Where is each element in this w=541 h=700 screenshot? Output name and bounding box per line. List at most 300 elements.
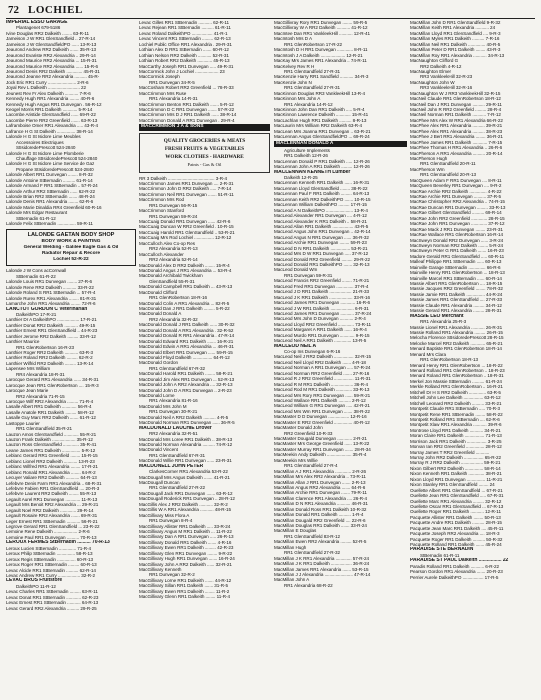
listing-entry: Leroux Lucien StBernadin .............. 71-R-4	[6, 545, 92, 551]
listing-entry: Lauzon Frank Dalkeith ................... 35-R-12	[6, 437, 93, 442]
listing-entry: RR1 Dunvegan 34-R-5	[149, 79, 195, 85]
listing-entry: MacCormick John J Lochiel ................... 23	[139, 68, 225, 74]
listing-entry: MacLeod Neil A RR1 Dalkeith .............. 13-R-5	[274, 338, 367, 344]
listing-entry: Legrove Gerard RR1 GlenSandfield ... 23-R-22	[6, 524, 100, 529]
listing-entry: MacCrimmon James RR1 Dunvegan .... 2-R-31	[139, 180, 234, 186]
listing-entry: Levac Gilles RR1 StBernadin ........... 62-R-11	[139, 20, 229, 25]
listing-entry: Pacquette Jean Marc RR1 Dalkeith .... 45-R-11	[410, 525, 504, 531]
listing-entry: MacMillan Donald RR1 Dalkeith .......... 1-R-4	[274, 512, 364, 518]
listing-entry: MacCuaig Duncan W RR2 Greenfield . 10-R-15	[139, 224, 234, 230]
listing-entry: Lecuyer Valiare RR2 Dalkeith ........... 64-R-13	[6, 475, 97, 481]
listing-entry: MacDonald Vincent	[139, 447, 178, 453]
listing-entry: MacLennan Angus GlenSandfieldPO ... 69-R-24	[274, 134, 370, 140]
listing-entry: Leroux Roger RR1 StBernadin ......... 60-R-13	[6, 562, 97, 568]
listing-entry: MacCrimmon Mrs Rod	[139, 197, 185, 203]
listing-entry: Laframboise Omer RR1 Alexandria ..... 43-R-4	[6, 123, 99, 129]
ad-line: WORK CLOTHES - HARDWARE	[165, 153, 244, 160]
listing-entry: Legault Aurel RR1 Dunvegan ............ 11-R-13	[6, 496, 98, 502]
listing-entry: Lothian Nelson RR2 Dalkeith ........... 52-R-31	[139, 52, 229, 58]
listing-entry: Lanthier Roger RR2 Dalkeith ........... 63-R-3	[6, 350, 94, 355]
listing-entry: MacLeod Alexander K RR1 Dalkeith .. 58-R-21	[274, 218, 367, 224]
listing-entry: MacGillis W A RR1 Alexandria ........... 48-R-15	[139, 507, 232, 513]
listing-entry: MacLeod Angus N RR1 Dunvegan ...... 36-R-32	[274, 234, 369, 240]
column-2	[139, 20, 270, 696]
listing-entry: Ouellette Jean RR1 GlenSandfield ..... 67-R-31	[410, 493, 504, 499]
listing-entry: MacCarthy Joseph RR1 Dunvegan ..... 49-R-31	[139, 63, 234, 69]
listing-entry: Pacquette Andre RR1 Dalkeith .......... 28-R-15	[410, 520, 502, 526]
listing-entry: Mainville Marcel RR1 StBernadin ...... 60-R-14	[410, 275, 502, 281]
listing-entry: MASSIE LEO Merchant	[410, 313, 464, 319]
listing-entry: MacMillan Myles RR1 Dalkeith .......... 7-R-16	[410, 36, 500, 42]
listing-entry: MacDonald John D A RR1 Dunvegan .. 2-R-23	[139, 387, 232, 393]
listing-entry: Ivine Douglas RR2 Dalkeith ........ 63-R-11	[6, 30, 90, 36]
listing-entry: Leane James RR1 Dalkeith ............... 5-R-12	[6, 447, 96, 453]
listing-entry: Chauffage StIsidoredePrescott 524-2840	[16, 155, 98, 161]
listing-entry: MacCuaig Donald RR1 Dunvegan ...... 42-R-6	[139, 219, 231, 225]
listing-entry: Larocque Jean Marie	[6, 388, 49, 394]
listing-entry: MacDonald Mrs John M	[139, 403, 187, 409]
maccrimmon-sons-banner: MACCRIMMON J A & SONS	[139, 124, 270, 130]
listing-entry: Leblanc Wilfred RR1 Alexandria ........ 17-R-21	[6, 464, 98, 470]
listing-entry: MacMillan D N RR1 Alexandria ........... 46-R-31	[274, 501, 368, 507]
listing-entry: Massie Claude RR1 Alexandria ......... 34-R-12	[410, 302, 502, 308]
listing-entry: MacDougall Jack RR1 Dunvegan ....... 63-R-12	[139, 490, 233, 496]
listing-entry: MacLeod R J RR2 Greenfield ................ 11-R-31	[274, 376, 371, 382]
listing-entry: RR1 Dunvegan 56-R-15	[149, 202, 198, 208]
listing-entry: Agriculture Implements	[284, 147, 330, 153]
listing-entry: MacLennan William DalkeithPO ......... 17-R-15	[274, 202, 367, 208]
listing-entry: Larocque Jean RR1 GlenRobertson .... 15-R-3	[6, 382, 99, 388]
listing-entry: MacLennan Keith RR2 DalkeithPO ....... 10-R-15	[274, 196, 371, 202]
listing-entry: MacCrimmon John D RR2 Dalkeith ..... 7-R-14	[139, 186, 232, 192]
listing-entry: MacLeod Mrs John D Dunvegan ........... 2-R-4	[274, 316, 366, 322]
listing-entry: MacRae Wallace RR1 GlenRobertson 16-R-14	[410, 232, 504, 238]
listing-entry: RR1 GlenRobertson 18-R-16	[149, 295, 207, 301]
listing-entry: RR 3 Dalkeith ...................................... 3-R-4	[139, 175, 227, 181]
listing-entry: MacCrimmon Benton RR1 Dalkeith ....... 5-R-12	[139, 101, 234, 107]
listing-entry: Lalonde Marie Dinaldia RR4 Greenfield 60-R-16	[6, 204, 102, 210]
listing-entry: Moran Claire RR1 Dalkeith ................ 71-R-13	[410, 433, 502, 439]
listing-entry: Accessoires Electriques	[16, 139, 64, 145]
listing-entry: Jeaurond Maurice RR2 Alexandria ...... 15-R-6	[6, 63, 98, 69]
listing-entry: MacGillivray Rory RR1 Dunvegan ........ 59-R-5	[274, 20, 368, 25]
listing-entry: Menard Baptiste RR1 GlenRobertson 18-R-14	[410, 346, 502, 352]
listing-entry: RR1 GlenSandfield 35-R-21	[16, 426, 72, 432]
listing-entry: MacPherson Hugh	[410, 155, 448, 161]
listing-entry: MacLeod J D RR1 Dalkeith .................. 21-R-33	[274, 289, 369, 295]
directory-columns	[6, 20, 535, 696]
listing-entry: Lalonde Denis RR1 Alexandria ........ 62-R-6	[6, 199, 94, 205]
listing-entry: Massie James RR1 GlenSandfield .... 27-R-33	[410, 297, 503, 303]
lalonde-body-shop-ad	[6, 229, 136, 267]
listing-entry: Morvan Ian RR2 Greenfield ............... 28-R-12	[410, 444, 502, 450]
listing-entry: MacGillivary John A RR2 Dalkeith ...... 32-R-21	[139, 561, 232, 567]
listing-entry: Lauzon Amos GlenSandfield ............ 55-R-21	[6, 431, 97, 437]
listing-entry: MacRae John RR1 Dunvegan ............. 37-R-12	[410, 221, 505, 227]
listing-entry: RR1 GlenSandfield 27-R-22	[149, 485, 205, 491]
listing-entry: Pacquette Allister RR1 Dalkeith ........ 50-R-13	[410, 514, 501, 520]
listing-entry: Lefebvre Laurent RR2 Dalkeith ........ 55-R-13	[6, 491, 97, 497]
listing-entry: Legault Rosaire RR2 Alexandria ....... 69-R-31	[6, 513, 98, 519]
listing-entry: Menard Rolland RR1 GlenRobertson .. 18-R-23	[410, 368, 505, 373]
column-3-listings-bottom	[274, 148, 407, 588]
page-number: 72	[8, 4, 19, 16]
listing-entry: MacRae Gilbert GlenSandfield .......... 69-R-14	[410, 210, 502, 216]
listing-entry: PARADISE ST PAUL Dalkeith ................. 22	[410, 558, 509, 564]
listing-entry: MacLennan John A RR1 Dalkeith ......... 12-R-26	[274, 164, 370, 170]
listing-entry: MACLEOD NEIL A	[274, 343, 317, 349]
listing-entry: MacDonald Neil A RR2 Dalkeith .......... 4-R-5	[139, 414, 229, 420]
listing-entry: Lothian Robert RR2 Dalkeith ............ 45-R-13	[139, 58, 230, 64]
listing-entry: MacLeod Neil J RR2 Dalkeith ................ 32-R-15	[274, 354, 371, 360]
listing-entry: Larocque Wilf RR2 Alexandria ......... 71-R-4	[6, 398, 94, 404]
listing-entry: MacNaughton Elmer	[410, 68, 452, 74]
listing-entry: MacMillan John A	[274, 577, 310, 583]
listing-entry: MacDonald Norman RR1 Dunvegan ...... 36-R-5	[139, 420, 235, 426]
listing-entry: MacQueen Beverley RR1 Dunvegan .... 9-R-2	[410, 183, 502, 189]
listing-entry: MacDonald Campbell RR1 Dalkeith ... 43-R-13	[139, 284, 233, 290]
listing-entry: MacSweyn Peter G RR1 Dalkeith ....... 16-R-23	[410, 248, 504, 254]
listing-entry: Lalonde Armand F RR1 StBernadin .. 57-R-24	[6, 183, 98, 189]
listing-entry: MacDonald Lorne	[139, 393, 175, 399]
column-3	[274, 20, 407, 696]
listing-entry: Menard Mrs Clara	[410, 351, 446, 357]
listing-entry: Levac Vincent RR1 StBernadin ......... 62-R-13	[139, 36, 231, 42]
listing-entry: Montpetit Rolland RR1 StBernadin .... 62-R-6	[410, 416, 500, 422]
listing-entry: MacLeod Archie RR1 Dunvegan ........ 59-R-23	[274, 240, 367, 246]
listing-entry: MacMillan Mrs Alex RR2 Alexandria .. 73-R-11	[274, 474, 366, 480]
listing-entry: MacIntee Dan RR1 VankleekHill ........... 12-R-41	[274, 30, 371, 36]
listing-entry: Keogel Morris RR1 Dalkeith ............ 5-R-14	[6, 107, 93, 112]
listing-entry: Lanthier Roland RR2 Dalkeith ......... 62-R-2	[6, 355, 93, 361]
listing-entry: Legault Mrs Benoit RR2 Alexandria ... 29-R-21	[6, 502, 99, 508]
column-3-listings-top	[274, 20, 407, 140]
listing-entry: MacGillis Alex J RR2 Dalkeith ........... 32-R-2	[139, 501, 228, 507]
listing-entry: RR1 Alexandria 14-R-31	[149, 96, 198, 102]
listing-entry: MacPhee Alex RR1 Alexandria .......... 38-R-23	[410, 128, 503, 134]
ad-line: Paints - Gas & Oil	[187, 161, 222, 167]
listing-entry: Massie Gerard RR1 Alexandria ......... 28-R-31	[410, 308, 502, 314]
listing-entry: RR3 VankleekHill 32-R-16	[420, 85, 473, 91]
listing-entry: RR1 GlenRobertson 16-R-23	[16, 344, 74, 350]
listing-entry: DalkeithPO 17-R-21	[16, 311, 57, 317]
listing-entry: MacLeod Neil Lloyd RR2 Dalkeith ....... 4-R-18	[274, 359, 366, 365]
listing-entry: MacLeod Murdo RR1 Dunvegan ............ 9-R-15	[274, 332, 370, 338]
listing-entry: MacMillan Hugh	[274, 544, 307, 550]
listing-entry: RR1 Alexandria 25-R-3	[420, 319, 467, 325]
listing-entry: MacCormick Joseph	[139, 74, 180, 80]
listing-entry: Lanthier Jerome RR2 Dalkeith ......... 33-R-12	[6, 333, 96, 339]
listing-entry: MacMillan Douglas RR1 Dalkeith ....... 33-R-24	[274, 523, 367, 529]
listing-entry: MacLeod Lloyd RR2 Greenfield ............. 73-R-11	[274, 321, 371, 327]
listing-entry: MacNaughton Clifford G	[410, 58, 459, 64]
listing-entry: MacCulloch Alexander	[139, 251, 184, 257]
listing-entry: MacCrimmon Donald A RR1 Dunvegan . 29-R-4	[139, 117, 235, 123]
listing-entry: PARADISE STE BERNADIN	[410, 547, 474, 553]
listing-entry: MacGillivray W A RR2 Dalkeith ........... 41-R-12	[274, 25, 368, 31]
listing-entry: RR1 Dunvegan 30-R-21	[149, 409, 198, 415]
listing-entry: RR1 GlenSandfield 20-R-11	[420, 161, 476, 167]
listing-entry: MacDonald Mrs Loree RR1 Dalkeith .. 38-R-13	[139, 436, 233, 442]
listing-entry: MacMillan Clarence RR1 Alexandria .... 26-R-4	[274, 495, 367, 501]
listing-entry: MacDonald Edwin A RR1 Alexandria ... 46-R-31	[139, 344, 234, 350]
listing-entry: MacMillan Donald Ross RR1 Dalkeith 10-R-32	[274, 506, 367, 512]
listing-entry: Co-op Ins Dunvegan 6-R-16	[284, 349, 341, 355]
listing-entry: Lalonde Arthur RR2 StBernadin ...... 62-R-22	[6, 188, 95, 194]
listing-entry: MacRae Duncan RR1 Dunvegan ......... 33-R-13	[410, 204, 506, 210]
listing-entry: MacLennan Lloyd GlenSandfield ........ 38-R-22	[274, 185, 368, 191]
listing-entry: Lemoine Rene Dalkeith ................... 2-R-6	[6, 529, 90, 535]
listing-entry: MacLeod J K RR1 Dalkeith ................... 33-R-16	[274, 294, 370, 300]
listing-entry: MacNeil Dan J RR1 Dunvegan .......... 29-R-11	[410, 101, 502, 107]
listing-entry: Lalonde Rene RR2 Dalkeith ........... 33-R-22	[6, 284, 94, 290]
listing-entry: MacKinnon John Dan RR1 Dalkeith ..... 5-R-4	[274, 107, 365, 112]
listing-entry: MacQueen Adam F RR1 Dunvegan .... 8-R-11	[410, 177, 502, 183]
listing-entry: RR1 GlenSandfield 83-R-12	[284, 533, 340, 539]
ad-line: Radiator Repair & Recore	[41, 251, 101, 257]
listing-entry: Kennedy Hugh Angus RR1 Dunvegan . 56-R-12	[6, 101, 102, 107]
listing-entry: MacGillivary Dan A RR1 Dunvegan ..... 26-R-13	[139, 534, 234, 540]
listing-entry: MacRae Archie RR2 Dalkeith .............. 4-R-22	[410, 188, 502, 194]
listing-entry: Merkel Jon Massie StBernadin .......... 61-R-24	[410, 378, 502, 384]
listing-entry: Levac Gerard RR2 Alexandria .......... 29-R-25	[6, 605, 97, 611]
listing-entry: MacMillan Allan J RR1 Dunvegan ....... 2-R-13	[274, 479, 366, 485]
listing-entry: MacNaughton John W	[410, 79, 455, 85]
listing-entry: Levac Roland DalkeithPO ................. 41-R-1	[139, 30, 228, 36]
listing-entry: Lanthier Wilfrid RR2 Dalkeith ......... 13-R-14	[6, 360, 94, 366]
listing-entry: MacGillivary Donald RR1 Dalkeith ....... 4-R-16	[139, 539, 232, 545]
listing-entry: Larocque Gerard RR1 Alexandria ...... 34-R-31	[6, 377, 99, 383]
page-header	[6, 4, 535, 19]
listing-entry: MacDonald Archibald Twickham	[139, 273, 203, 279]
listing-entry: MacDonald Floyd Dalkeith ................ 64-R-12	[139, 354, 230, 360]
listing-entry: MacRae John RR2 Greenfield ............. 28-R-15	[410, 215, 505, 221]
column-1-listings-bottom	[6, 268, 136, 611]
listing-entry: MacDonald Gordon	[139, 360, 179, 366]
listing-entry: MacGillivary Hugh RR1 Dunvegan ....... 16-R-24	[139, 556, 235, 562]
listing-entry: Lalonde H G St Isidore Lime Plomberie	[6, 150, 84, 156]
listing-entry: RR1 GlenSandfield 27-R-31	[284, 85, 340, 91]
listing-entry: MacDougall Mrs Angus Dalkeith ....... 41-R-21	[139, 474, 230, 480]
listing-entry: Kennedy Hugh RR1 Alexandria ........ 40-R-6	[6, 96, 95, 102]
listing-entry: MacMillan J J Alexandria ....................... 47-R-14	[274, 571, 371, 577]
listing-entry: RR1 GlenRobertson 17-R-22	[284, 41, 342, 47]
listing-entry: MacLeod Alexander RR1 Dunvegan .... 4-R-12	[274, 213, 367, 219]
listing-entry: MacMaster Mrs George Greenfield ...... 13-R-22	[274, 441, 370, 447]
listing-entry: Lalonde Rurex RR1 Alexandria ........ 81-R-31	[6, 295, 97, 301]
listing-entry: Lalonde J W Cons acCornwall	[6, 268, 67, 274]
listing-entry: Lamarche John RR1 Alexandria ........ 72-R-6	[6, 301, 96, 307]
listing-entry: MacIntosh D H RR1 Dunvegan ............. 8-R-11	[274, 47, 368, 53]
maclennan-banner: MACLENNAN DONALD A	[274, 141, 407, 147]
column-2-listings-top	[139, 20, 270, 123]
listing-entry: Levac Rejean RR1 StBernadin .......... 61-R-11	[139, 25, 231, 31]
listing-entry: MACDONELL JOHN PETER	[139, 463, 204, 469]
listing-entry: MacDonald Alex D RR2 Dalkeith ........ 15-R-4	[139, 262, 230, 268]
listing-entry: RR1 Dunvegan 59-R-24	[149, 213, 198, 219]
listing-entry: MacLeod J W RR1 Dalkeith ................... 6-R-31	[274, 305, 369, 311]
listing-entry: Montrose Lloyd RR1 Dalkeith ........... 34-R-21	[410, 427, 501, 433]
listing-entry: RR2 Greenfield 10-R-33	[284, 430, 333, 436]
listing-entry: Malleaf Philippe RR1 StBernadin ...... 60-R-13	[410, 259, 502, 265]
listing-entry: Lacombe Pierre RR2 Greenfield ....... 63-R-13	[6, 117, 98, 123]
listing-entry: MacLeod Margaret A RR1 Dalkeith ...... 16-R-4	[274, 327, 367, 333]
listing-entry: Lasalle Guy Marc RR2 Dalkeith ....... 61-R-12	[6, 415, 96, 421]
listing-entry: DalkeithPO 11-R-12	[16, 583, 56, 589]
listing-entry: MacMillan Angus RR2 Alexandria ....... 64-R-6	[274, 484, 366, 490]
listing-entry: RR1 GlenSandfield 27-R-31	[284, 68, 340, 74]
listing-entry: MacPhee Thomas H RR1 Alexandria .. 26-R-6	[410, 145, 503, 151]
listing-entry: Nixon Kenneth RR1 Dalkeith ............. 38-R-21	[410, 471, 502, 477]
listing-entry: Propane StIsidoredePrescott 524-2840	[16, 166, 94, 172]
listing-entry: MacSweyn Donald RR2 Dunvegan ...... 3-R-24	[410, 237, 504, 243]
listing-entry: MacCuaig Harold RR1 GlenSandfield .. 53-R-21	[139, 229, 235, 235]
listing-entry: MacKay Mrs James RR1 Alexandria .. 74-R-11	[274, 58, 367, 64]
listing-entry: MacMillan Keith RR1 Alexandria ........... 24	[410, 25, 496, 31]
listing-entry: Lalonde Antoine StBernadin .......... 61-R-14	[6, 177, 93, 183]
listing-entry: MacDonald Angus J RR1 Alexandria ... 53-R-4	[139, 267, 232, 273]
listing-entry: Leroux Philip StBernadin ............... 58-R-13	[6, 551, 93, 557]
ad-line: Lochiel 52-R-22	[53, 257, 89, 263]
listing-entry: MacLean Mrs Joanna RR1 Dunvegan .. 63-R-21	[274, 128, 371, 134]
listing-entry: Ouellette Albert RR1 GlenSandfield ... 67-R-21	[410, 487, 503, 493]
listing-entry: Lalonde Roland S RR1 StBernadin ... 57-R-4	[6, 290, 96, 296]
listing-entry: Lastoppe Laurier	[6, 420, 40, 426]
listing-entry: Melocke Marcel RR2 Dalkeith ............ 65-R-21	[410, 340, 503, 346]
listing-entry: MacLeod Mrs D W RR1 Dunvegan ..... 37-R-12	[274, 251, 369, 257]
listing-entry: MacGillivary Miss Flora A	[139, 512, 190, 518]
ad-line: LALONDE GAETAN BODY SHOP	[27, 231, 115, 238]
listing-entry: Levac Donat RR1 StBernadin ............ 62-R-23	[6, 594, 99, 600]
listing-entry: MacLeod Allan RR1 Dalkeith ................. 43-R-5	[274, 223, 369, 229]
listing-entry: Pacquette Rolland RR1 Dalkeith ....... 45-R-24	[410, 542, 502, 547]
listing-entry: Levac Charles RR1 StBernadin ......... 63-R-11	[6, 589, 98, 595]
listing-entry: Madore Gerald RR1 GlenSandfield ..... 60-R-11	[410, 253, 505, 259]
listing-entry: Pearson Gordon RR1 Alexandria ....... 20-R-23	[410, 569, 503, 575]
listing-entry: Murray R J RR2 Dalkeith .................. 59-R-21	[410, 460, 501, 466]
listing-entry: Lapensee Mrs William	[6, 366, 51, 372]
listing-entry: Montpetit Rene RR1 StBernadin ........ 58-R-22	[410, 411, 503, 417]
listing-entry: MacKinnon Mrs John A	[274, 96, 321, 102]
listing-entry: MacDonald Donald J RR1 Dalkeith ...... 30-R-32	[139, 322, 235, 328]
listing-entry: MacMeekin Andy Dalkeith .................... 35-R-4	[274, 452, 367, 458]
listing-entry: Morrison Jack RR1 Dalkeith ................ 3-R-25	[410, 438, 502, 444]
listing-entry: MacCrimmon Mrs D J RR1 Dalkeith ...... 38-R-14	[139, 112, 237, 118]
listing-entry: Paradis Rolland RR1 Dalkeith ........... 6-R-22	[410, 563, 500, 569]
listing-entry: MacPhee Mrs Alex W RR1 Alexandria 66-R-22	[410, 117, 503, 123]
listing-entry: GlenSandfield 55-R-31	[149, 278, 195, 284]
listing-entry: RR2 Alexandria 32-R-51	[149, 431, 198, 437]
listing-entry: Pacquette Joseph RR2 Alexandria .... 18-R-3	[410, 531, 500, 537]
listing-entry: MacDonald Willie RR1 Dunvegan ...... 23-R-31	[139, 458, 232, 464]
listing-entry: Lafrance H G St Dalkeith ............... 38-R-14	[6, 128, 93, 134]
column-1-listings-top	[6, 20, 136, 227]
listing-entry: Leblanc Gerard RR1 Greenfield ........ 15-R-15	[6, 453, 98, 459]
listing-entry: Lanthier Dr A DalkeithPO .................. 17-R-21	[6, 317, 97, 323]
listing-entry: RR2 Alexandria 52-R-14	[149, 257, 198, 263]
listing-entry: Menard Henry RR1 GlenRobertson ... 18-R-22	[410, 362, 503, 368]
listing-entry: RR1 GlenSandfield 27-R-32	[284, 550, 340, 556]
listing-entry: MacRae Mack J RR1 Dunvegan ........ 23-R-31	[410, 226, 503, 232]
listing-entry: Joyal Rev L Dalkeith .......................... 22	[6, 85, 87, 91]
page-title: LOCHIEL	[28, 4, 83, 16]
listing-entry: RR1 GlenRobertson 18-R-13	[420, 357, 478, 363]
listing-entry: MacLeod James RR1 Dunvegan ............ 16-R-6	[274, 300, 370, 306]
listing-entry: Lefebvre Fabien RR1 GlenSandfield .... 20-R-3	[6, 485, 100, 491]
listing-entry: MacLeod Mrs Rory RR1 Dunvegan ...... 59-R-21	[274, 392, 371, 398]
listing-entry: Lauzon Ross GlenSandfield ............. 35-R-41	[6, 442, 97, 448]
listing-entry: Dalkeith 12-R-25	[284, 175, 318, 181]
listing-entry: Jeunest Rev Fr Alex Dalkeith ........... 7-R-6	[6, 90, 91, 96]
listing-entry: RR1 Dunvegan 59-R-31	[284, 272, 333, 278]
listing-entry: MacLeod R M RR1 Dalkeith .................. 36-R-4	[274, 381, 369, 387]
ad-line: QUALITY GROCERIES & MEATS	[163, 137, 246, 144]
listing-entry: RR2 Alexandria 52-R-13	[149, 246, 198, 252]
listing-entry: MacLeod Donald RR1 DalkeithPO ....... 32-R-13	[274, 262, 370, 268]
listing-entry: Ouellette Oscar RR1 GlenSandfield ... 67-R-13	[410, 503, 504, 509]
listing-entry: Jeaurond Jeanne RR2 Alexandria .......... 45-R-	[6, 74, 100, 80]
listing-entry: Lalonde Felix StBernadin ............... 59-R-11	[6, 221, 93, 227]
listing-entry: RR3 VankleekHill 32-R-23	[420, 74, 473, 80]
listing-entry: Lalonde Louis RR1 Dunvegan ........ 27-R-6	[6, 279, 92, 285]
listing-entry: RR1 Dunvegan 32-R-2	[149, 572, 195, 578]
listing-entry: MacCrimmon Neil RR1 Dunvegan ....... 51-R-11	[139, 191, 234, 197]
listing-entry: MacMaster Donald John	[274, 425, 323, 431]
listing-entry: Jeaurond Maurice RR2 Alexandria ... 15-R-31	[6, 58, 97, 64]
listing-entry: Murray John RR2 Dalkeith ................ 65-R-22	[410, 455, 501, 460]
listing-entry: MacLeod A N DalkeithPO ...................... 13-R-4	[274, 207, 368, 213]
listing-entry: ClarkesCorner RR1 Alexandria 53-R-22	[149, 469, 228, 475]
listing-entry: MacNaughton W J RR3 VankleekHill 32-R-15	[410, 90, 501, 96]
listing-entry: MacDonald Donald A RR1 Alexandria . 32-R-52	[139, 327, 234, 333]
listing-entry: Mitchell Dr H S RR2 Dalkeith .............. 63-R-5	[410, 389, 501, 395]
listing-entry: Jameison J W RR1 GlenSandfield .. 27-R-14	[6, 36, 96, 42]
listing-entry: MacDonald Harold RR1 Dalkeith ........ 58-R-21	[139, 371, 233, 377]
listing-entry: MacMillan E Douglas	[274, 528, 317, 534]
listing-entry: MacDonald Donald R RR1 Alexandria . 47-R-14	[139, 333, 235, 339]
listing-entry: MacDonald Norman Alexandria .......... 74-R-12	[139, 441, 233, 447]
listing-entry: Leblanc Ronald RR1 Alexandria ........ 64-R-2	[6, 469, 96, 475]
listing-entry: Levac Alcide RR1 StBernadin .......... 62-R-14	[6, 567, 96, 573]
listing-entry: Levac Ernest RR1 StBernadin ........... 64-R-13	[6, 600, 99, 606]
listing-entry: RR4 Alexandria 18-R-31	[16, 371, 65, 377]
listing-entry: RR1 Alexandria 14-R-12	[284, 101, 333, 107]
listing-entry: Perrier Aurele DalkeithPO ................. 17-R-5	[410, 574, 499, 580]
listing-entry: MacPhee Alex RR1 Alexandria .......... 39-R-21	[410, 123, 503, 129]
listing-entry: IMPERIAL ESSO GARAGE	[6, 20, 68, 25]
listing-entry: RR1 Dunvegan 8-R-4	[149, 518, 193, 524]
listing-entry: Ouellette Marc RR1 Alexandria ......... 32-R-12	[410, 498, 502, 504]
listing-entry: Massie Albert RR1 GlenRobertson .... 18-R-15	[410, 281, 503, 286]
listing-entry: MacMillan Archie RR1 Dunvegan ....... 79-R-11	[274, 490, 367, 496]
listing-entry: Lasalle Albert RR1 Dalkeith ............ 56-R-4	[6, 404, 92, 410]
listing-entry: MacDougall Roderick RR1 Dunvegan .. 28-R-12	[139, 496, 235, 502]
listing-entry: MacLeod Fred RR1 Dunvegan .............. 37-R-4	[274, 283, 369, 289]
listing-entry: MacKinnon Lawrence Dalkeith ............ 15-R-41	[274, 112, 369, 118]
listing-entry: MacCulloch Alex Co-op Res	[139, 240, 195, 246]
listing-entry: Plantagenet 679-5186	[16, 25, 61, 31]
listing-entry: RR1 GlenSandfield 27-R-4	[284, 463, 338, 469]
listing-entry: MacGillivary Kenneth	[139, 567, 182, 573]
listing-entry: MacMillan Roy RR1 Alexandria ........... 34-R-13	[410, 52, 505, 58]
listing-entry: MacNeil John R RR2 Greenfield ......... 28-R-4	[410, 107, 502, 112]
ad-line: BODY WORK & PAINTING	[41, 238, 101, 244]
listing-entry: MacLeod Francis RR2 Greenfield ........ 71-R-21	[274, 278, 370, 284]
listing-entry: MacMillan Neil RR1 Dalkeith .............. 40-R-5	[410, 41, 501, 47]
listing-entry: LANCTOT GORDON C Veterinarian	[6, 306, 88, 312]
listing-entry: Mainville Garage StBernadin .............. 66-R-6	[410, 264, 501, 270]
listing-entry: MacSweyn Norman RR2 Dalkeith ........ 5-R-24	[410, 242, 504, 248]
